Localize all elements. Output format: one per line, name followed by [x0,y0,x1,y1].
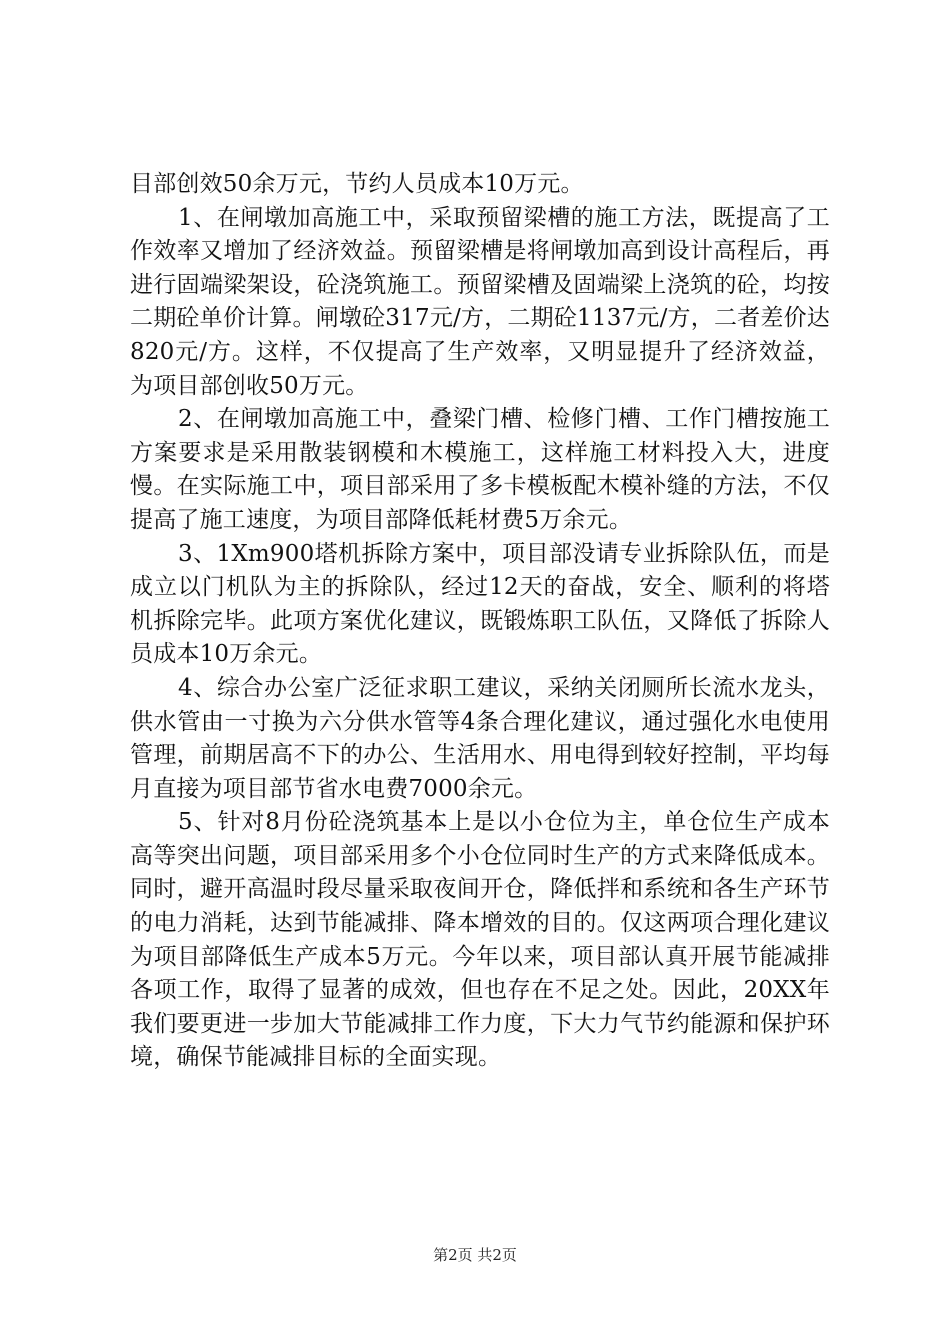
paragraph-item-2: 2、在闸墩加高施工中，叠梁门槽、检修门槽、工作门槽按施工方案要求是采用散装钢模和木模施工，这样施工材料投入大，进度慢。在实际施工中，项目部采用了多卡模板配木模补缝的方法，不仅提高了施工速度，为项目部降低耗材费5万余元。 [130,406,830,533]
paragraph-item-3: 3、1Xm900塔机拆除方案中，项目部没请专业拆除队伍，而是成立以门机队为主的拆除队，经过12天的奋战，安全、顺利的将塔机拆除完毕。此项方案优化建议，既锻炼职工队伍，又降低了拆除人员成本10万余元。 [130,540,830,668]
page-number-footer: 第2页 共2页 [433,1246,517,1264]
paragraph-continuation: 目部创效50余万元，节约人员成本10万元。 [130,171,584,197]
paragraph-item-4: 4、综合办公室广泛征求职工建议，采纳关闭厕所长流水龙头，供水管由一寸换为六分供水管等4条合理化建议，通过强化水电使用管理，前期居高不下的办公、生活用水、用电得到较好控制，平均每月直接为项目部节省水电费7000余元。 [130,674,830,802]
paragraph-item-5: 5、针对8月份砼浇筑基本上是以小仓位为主，单仓位生产成本高等突出问题，项目部采用多个小仓位同时生产的方式来降低成本。同时，避开高温时段尽量采取夜间开仓，降低拌和系统和各生产环节的电力消耗，达到节能减排、降本增效的目的。仅这两项合理化建议为项目部降低生产成本5万元。今年以来，项目部认真开展节能减排各项工作，取得了显著的成效，但也存在不足之处。因此，20XX年我们要更进一步加大节能减排工作力度，下大力气节约能源和保护环境，确保节能减排目标的全面实现。 [130,809,830,1071]
document-body [130,168,830,1075]
paragraph-item-1: 1、在闸墩加高施工中，采取预留梁槽的施工方法，既提高了工作效率又增加了经济效益。预留梁槽是将闸墩加高到设计高程后，再进行固端梁架设，砼浇筑施工。预留梁槽及固端梁上浇筑的砼，均按二期砼单价计算。闸墩砼317元/方，二期砼1137元/方，二者差价达820元/方。这样，不仅提高了生产效率，又明显提升了经济效益，为项目部创收50万元。 [130,204,830,399]
